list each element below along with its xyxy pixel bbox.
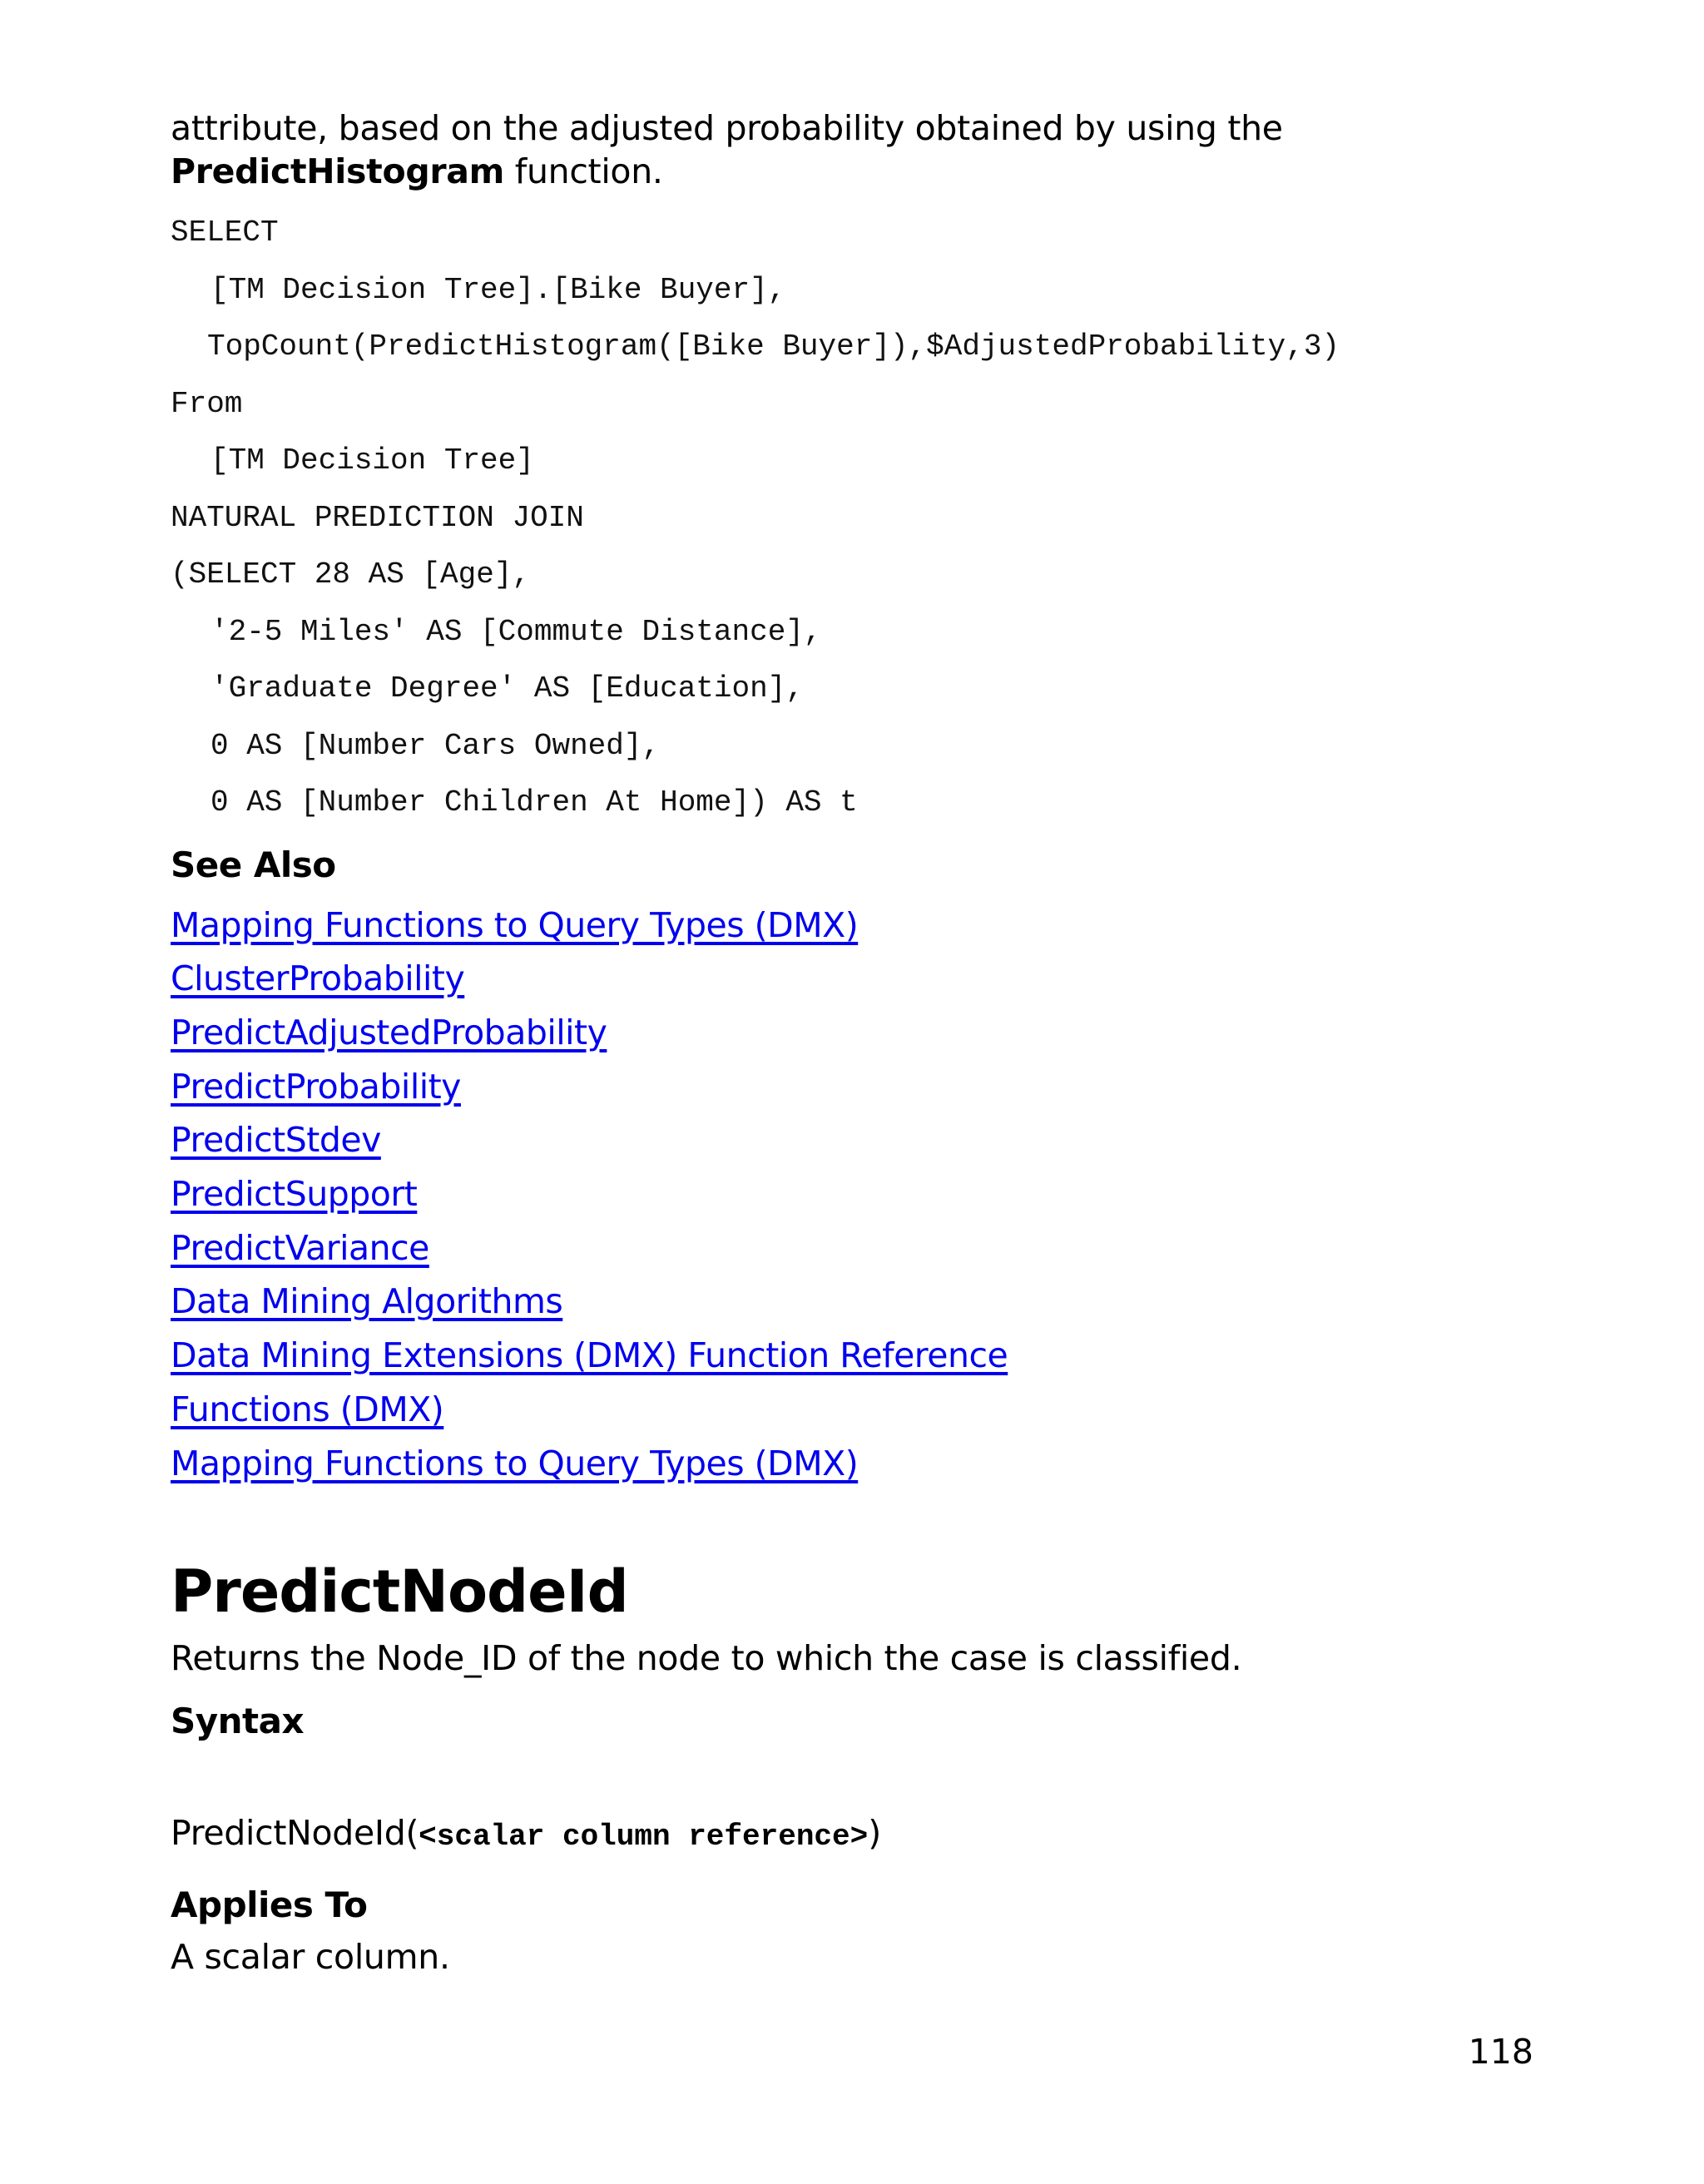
link-mapping-functions[interactable]: Mapping Functions to Query Types (DMX) (171, 904, 859, 945)
code-line: SELECT (171, 215, 279, 250)
code-line: NATURAL PREDICTION JOIN (171, 500, 584, 535)
link-dmx-function-reference[interactable]: Data Mining Extensions (DMX) Function Reference (171, 1335, 1008, 1376)
link-predict-probability[interactable]: PredictProbability (171, 1066, 461, 1107)
code-line: 'Graduate Degree' AS [Education], (211, 671, 804, 706)
applies-to-text: A scalar column. (171, 1937, 450, 1978)
link-functions-dmx[interactable]: Functions (DMX) (171, 1389, 444, 1429)
link-data-mining-algorithms[interactable]: Data Mining Algorithms (171, 1281, 563, 1322)
section-description: Returns the Node_ID of the node to which the case is classified. (171, 1638, 1242, 1679)
code-line: [TM Decision Tree].[Bike Buyer], (211, 272, 786, 307)
section-title: PredictNodeId (171, 1558, 628, 1627)
intro-bold-term: PredictHistogram (171, 151, 505, 191)
syntax-prefix: PredictNodeId( (171, 1813, 419, 1854)
syntax-line (171, 1810, 1535, 1860)
intro-text-before: attribute, based on the adjusted probability obtained by using the (171, 108, 1283, 148)
code-line: 0 AS [Number Cars Owned], (211, 728, 661, 763)
page-content (171, 106, 1535, 1978)
syntax-suffix: ) (868, 1813, 881, 1854)
intro-text-after: function. (504, 151, 663, 191)
code-line: [TM Decision Tree] (211, 443, 534, 478)
applies-to-heading: Applies To (171, 1884, 368, 1926)
syntax-heading: Syntax (171, 1701, 305, 1742)
see-also-links (171, 899, 1535, 1491)
link-predict-stdev[interactable]: PredictStdev (171, 1120, 381, 1161)
link-mapping-functions-2[interactable]: Mapping Functions to Query Types (DMX) (171, 1443, 859, 1483)
code-line: From (171, 386, 243, 421)
intro-paragraph (171, 106, 1535, 193)
code-block (171, 205, 1535, 832)
see-also-heading: See Also (171, 844, 336, 885)
code-line: TopCount(PredictHistogram([Bike Buyer]),$AdjustedProbability,3) (207, 329, 1340, 364)
link-predict-support[interactable]: PredictSupport (171, 1174, 418, 1215)
link-predict-variance[interactable]: PredictVariance (171, 1227, 429, 1268)
code-line: '2-5 Miles' AS [Commute Distance], (211, 614, 822, 649)
code-line: 0 AS [Number Children At Home]) AS t (211, 785, 858, 820)
link-cluster-probability[interactable]: ClusterProbability (171, 958, 465, 999)
page-number: 118 (1468, 2032, 1533, 2072)
code-line: (SELECT 28 AS [Age], (171, 557, 531, 592)
link-predict-adjusted-probability[interactable]: PredictAdjustedProbability (171, 1012, 607, 1052)
syntax-argument: <scalar column reference> (419, 1820, 869, 1855)
